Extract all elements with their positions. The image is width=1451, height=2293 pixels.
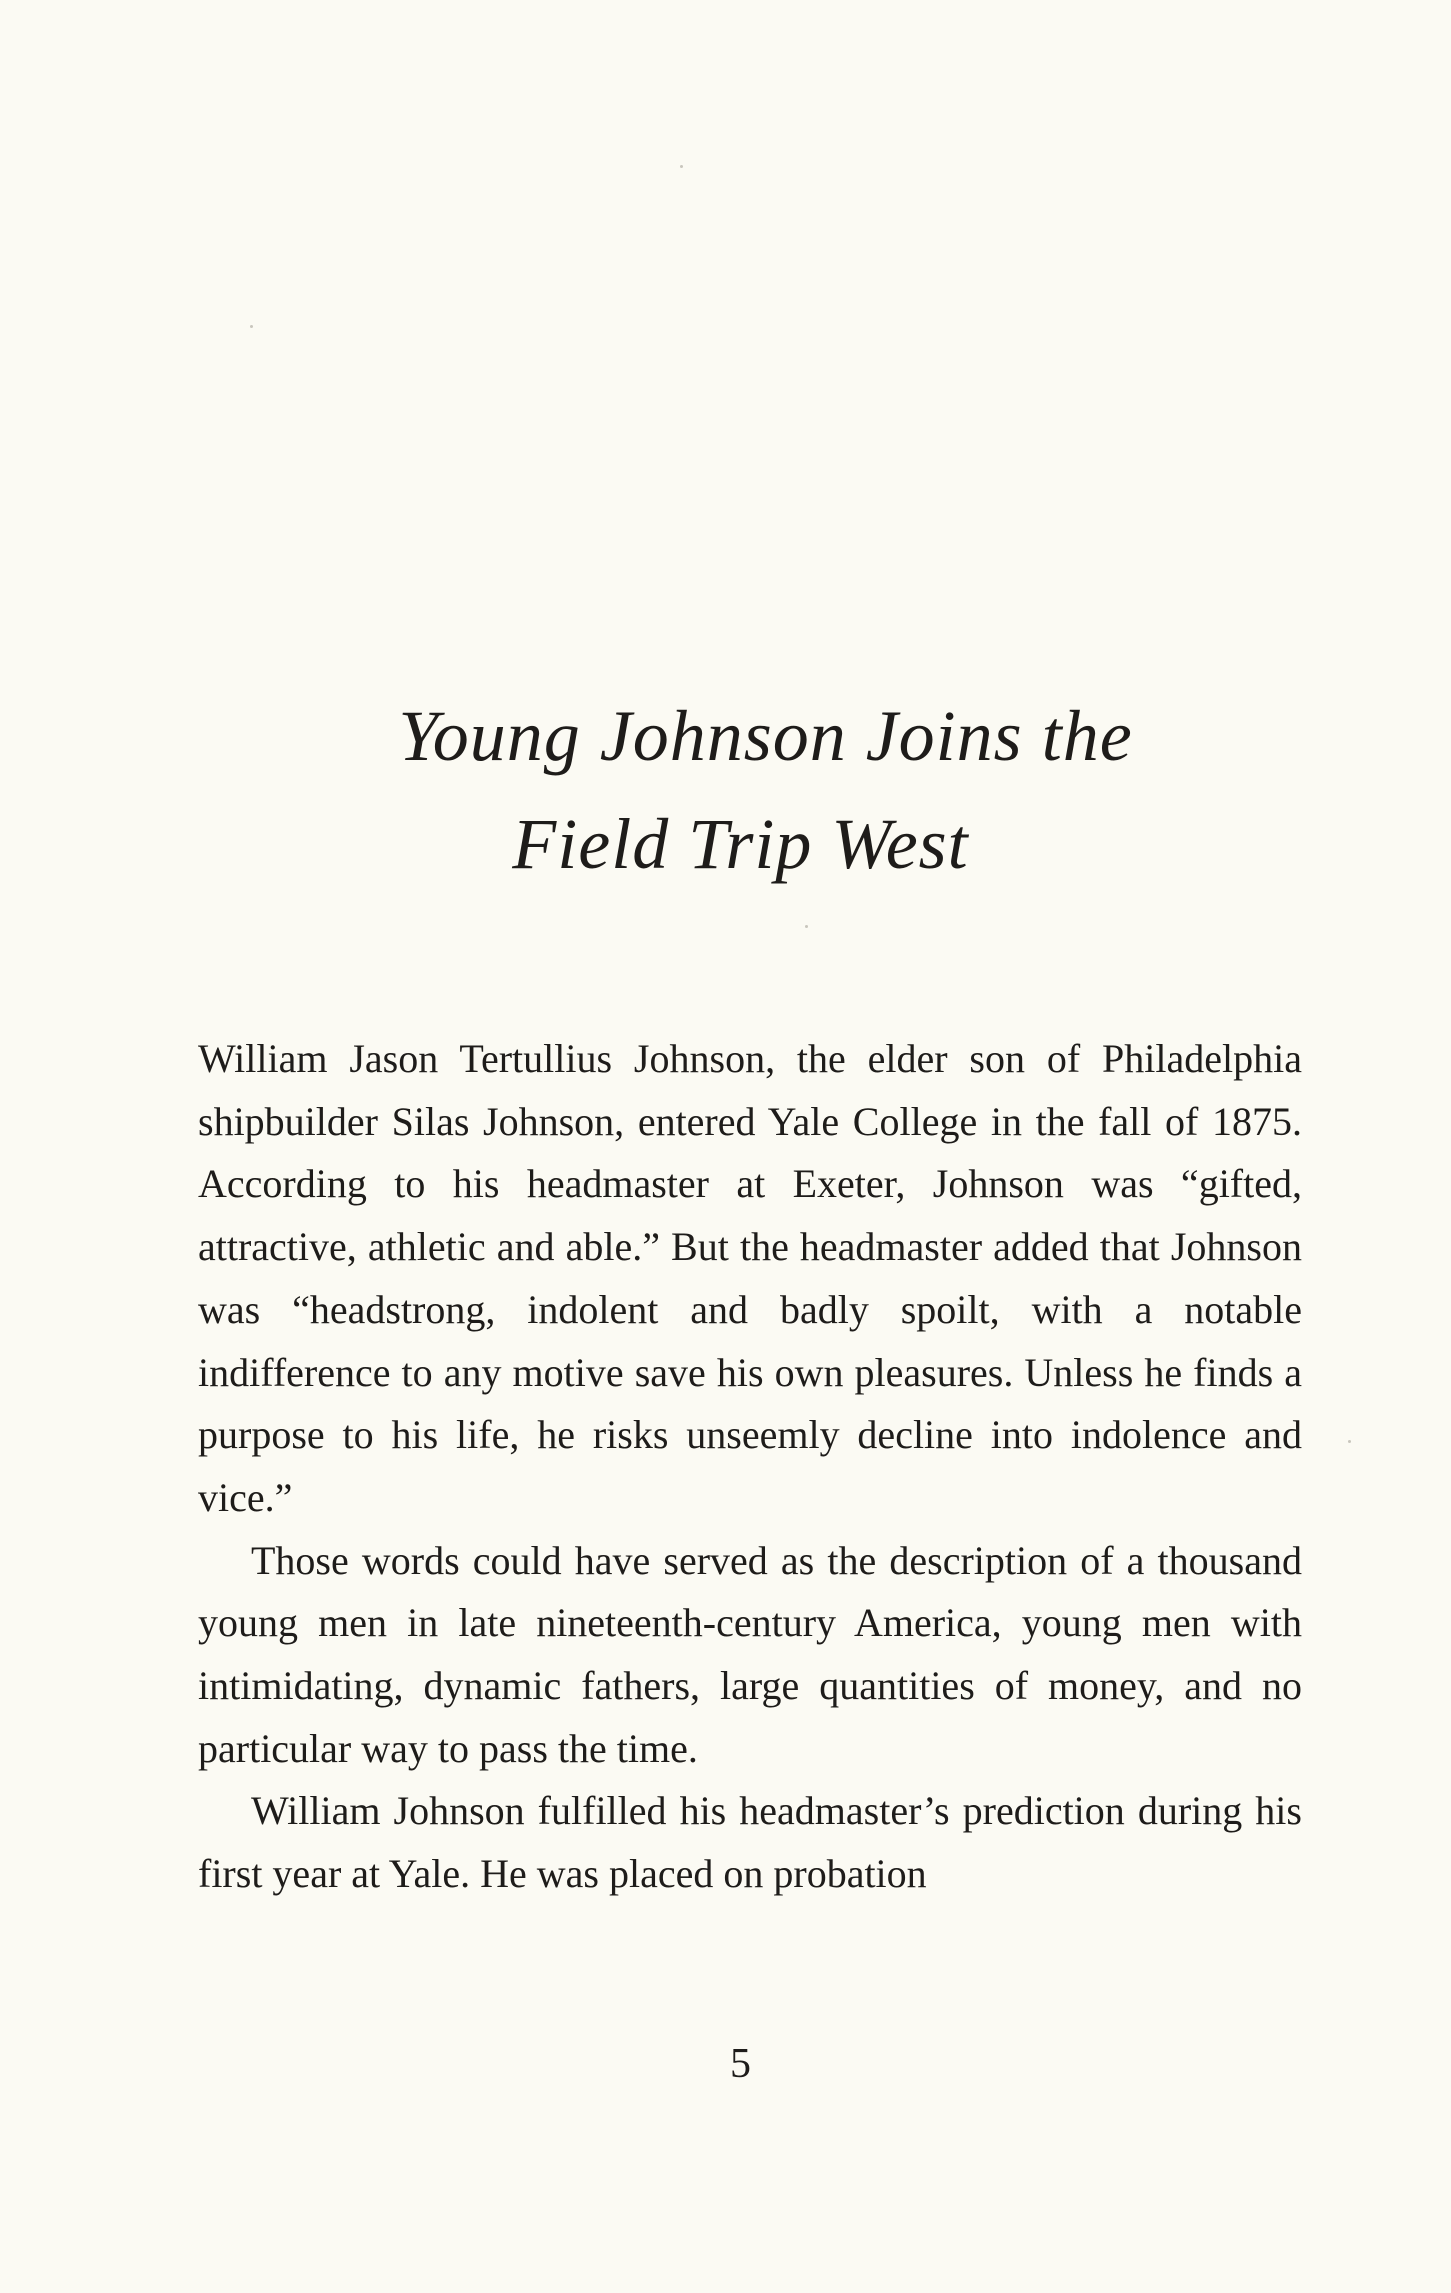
page-number: 5 [730, 2041, 751, 2087]
chapter-title-line-1: Young Johnson Joins the [398, 696, 1133, 776]
paper-speck [680, 165, 683, 168]
paper-speck [250, 325, 253, 328]
paper-speck [1348, 1440, 1351, 1443]
chapter-title-line-2: Field Trip West [512, 804, 969, 884]
paragraph-3: William Johnson fulfilled his headmaster’s prediction during his first year at Yale. He was placed on probation [198, 1788, 1302, 1897]
paper-speck [805, 925, 808, 928]
chapter-body [198, 1028, 1302, 1906]
paragraph-2: Those words could have served as the description of a thousand young men in late nineteenth-century America, young men with intimidating, dynamic fathers, large quantities of money, and no particular way to pass the time. [198, 1537, 1302, 1771]
chapter-title [0, 682, 1451, 898]
paragraph-1: William Jason Tertullius Johnson, the elder son of Philadelphia shipbuilder Silas Johnson, entered Yale College in the fall of 1875. According to his headmaster at Exeter, Johnson was “gifted, attractive, athletic and able.” But the headmaster added that Johnson was “headstrong, indolent and badly spoilt, with a notable indifference to any motive save his own pleasures. Unless he finds a purpose to his life, he risks unseemly decline into indolence and vice.” [198, 1036, 1302, 1520]
